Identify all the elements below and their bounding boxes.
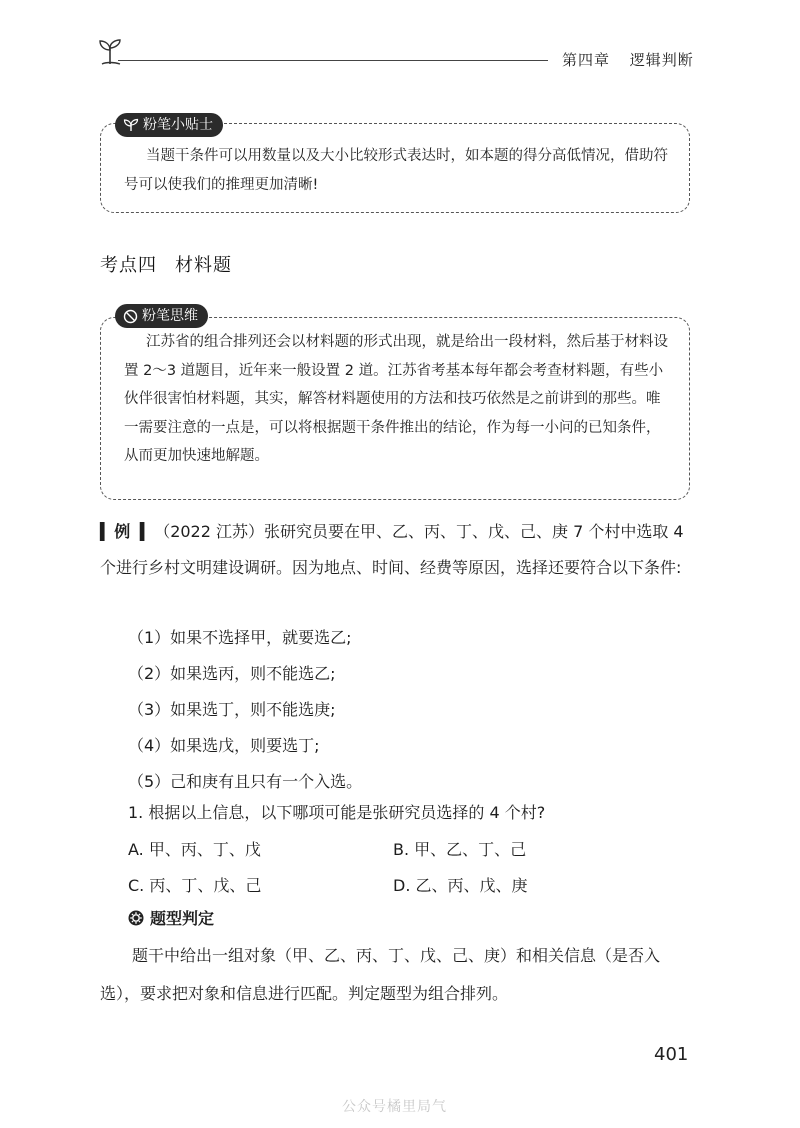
thinking-label-pill	[115, 304, 208, 328]
chapter-title: 逻辑判断	[629, 51, 694, 69]
watermark: 公众号橘里局气	[342, 1099, 447, 1115]
thinking-text: 江苏省的组合排列还会以材料题的形式出现，就是给出一段材料，然后基于材料设置 2～3 道题目，近年来一般设置 2 道。江苏省考基本每年都会考查材料题，有些小伙伴很害怕材料题，其实，解答材料题使用的方法和技巧依然是之前讲到的那些。唯一需要注意的一点是，可以将根据题干条件推出的结论，作为每一小问的已知条件，从而更加快速地解题。	[124, 334, 668, 465]
tip-text: 当题干条件可以用数量以及大小比较形式表达时，如本题的得分高低情况，借助符号可以使我们的推理更加清晰!	[124, 148, 668, 193]
no-sign-icon	[123, 309, 138, 324]
condition-item: （2）如果选丙，则不能选乙;	[128, 664, 336, 683]
option-c: C. 丙、丁、戊、己	[128, 876, 262, 895]
sprout-icon	[123, 118, 139, 132]
example-text: （2022 江苏）张研究员要在甲、乙、丙、丁、戊、己、庚 7 个村中选取 4 个进行乡村文明建设调研。因为地点、时间、经费等原因，选择还要符合以下条件:	[100, 522, 684, 577]
chapter-number: 第四章	[562, 51, 611, 69]
option-b: B. 甲、乙、丁、己	[393, 840, 527, 859]
question-text: 1. 根据以上信息，以下哪项可能是张研究员选择的 4 个村?	[128, 803, 546, 822]
running-header	[562, 49, 694, 70]
condition-item: （4）如果选戊，则要选丁;	[128, 736, 320, 755]
tip-label-pill	[115, 113, 223, 137]
sprout-icon	[96, 36, 124, 66]
thinking-label: 粉笔思维	[142, 308, 198, 324]
verdict-heading	[128, 906, 214, 929]
gear-icon	[128, 910, 144, 926]
page-number: 401	[654, 1044, 689, 1065]
option-d: D. 乙、丙、戊、庚	[393, 876, 528, 895]
condition-item: （3）如果选丁，则不能选庚;	[128, 700, 336, 719]
option-a: A. 甲、丙、丁、戊	[128, 840, 261, 859]
example-paragraph	[100, 514, 692, 586]
header-rule	[118, 60, 548, 61]
section-number: 考点四	[100, 255, 157, 276]
tip-label: 粉笔小贴士	[143, 117, 213, 133]
condition-item: （5）己和庚有且只有一个入选。	[128, 772, 363, 791]
verdict-text: 题干中给出一组对象（甲、乙、丙、丁、戊、己、庚）和相关信息（是否入选），要求把对象和信息进行匹配。判定题型为组合排列。	[100, 946, 661, 1003]
example-marker: ▍例 ▍	[100, 522, 155, 541]
section-name: 材料题	[175, 255, 232, 276]
condition-item: （1）如果不选择甲，就要选乙;	[128, 628, 352, 647]
verdict-label: 题型判定	[150, 909, 215, 928]
section-title	[100, 251, 232, 277]
